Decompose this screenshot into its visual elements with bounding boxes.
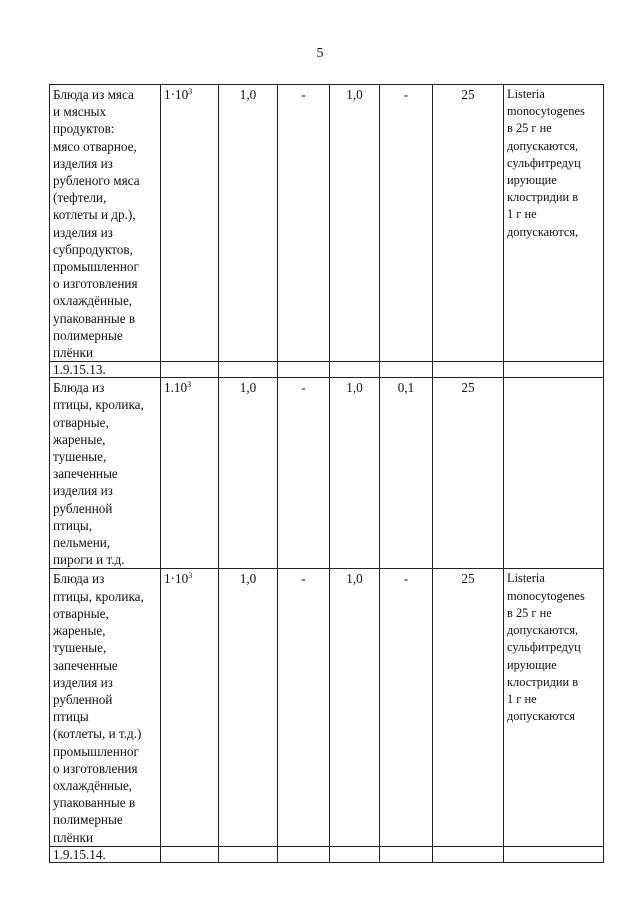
- note-cell: [504, 378, 604, 569]
- empty-cell: [161, 362, 219, 378]
- mafanm-base: 1·10: [164, 571, 189, 587]
- product-name-cell: Блюда из мяса и мясных продуктов: мясо отварное, изделия из рубленого мяса (тефтели, котлеты и др.), изделия из субпродуктов, промышленног о изготовления охлаждённые, упакованные в полимерные плёнки: [50, 85, 161, 362]
- proteus-cell: -: [380, 569, 433, 846]
- proteus-cell: -: [380, 85, 433, 362]
- e-coli-cell: -: [278, 85, 330, 362]
- empty-cell: [380, 846, 433, 862]
- empty-cell: [219, 846, 278, 862]
- table-row-code: [50, 846, 604, 862]
- mafanm-cell: [161, 378, 219, 569]
- s-aureus-cell: 1,0: [330, 378, 380, 569]
- salmonella-cell: 25: [433, 569, 504, 846]
- mafanm-base: 1·10: [164, 87, 189, 102]
- table-row: [50, 85, 604, 362]
- bgkp-cell: 1,0: [219, 378, 278, 569]
- product-name-cell: Блюда из птицы, кролика, отварные, жареные, тушеные, запеченные изделия из рубленной птицы (котлеты, и т.д.) промышленног о изготовления охлаждённые, упакованные в полимерные плёнки: [50, 569, 161, 846]
- empty-cell: [433, 846, 504, 862]
- note-cell: Listeria monocytogenes в 25 г не допускаются, сульфитредуц ирующие клостридии в 1 г не допускаются,: [504, 85, 604, 362]
- empty-cell: [330, 362, 380, 378]
- table-row: [50, 569, 604, 846]
- mafanm-cell: [161, 569, 219, 846]
- e-coli-cell: -: [278, 569, 330, 846]
- e-coli-cell: -: [278, 378, 330, 569]
- mafanm-base: 1.10: [164, 380, 188, 396]
- proteus-cell: 0,1: [380, 378, 433, 569]
- empty-cell: [433, 362, 504, 378]
- bgkp-cell: 1,0: [219, 85, 278, 362]
- empty-cell: [504, 846, 604, 862]
- product-name-cell: Блюда из птицы, кролика, отварные, жареные, тушеные, запеченные изделия из рубленной птицы, пельмени, пироги и т.д.: [50, 378, 161, 569]
- empty-cell: [161, 846, 219, 862]
- mafanm-exponent: 3: [188, 571, 193, 581]
- empty-cell: [330, 846, 380, 862]
- s-aureus-cell: 1,0: [330, 569, 380, 846]
- salmonella-cell: 25: [433, 378, 504, 569]
- note-cell: Listeria monocytogenes в 25 г не допускаются, сульфитредуц ирующие клостридии в 1 г не допускаются: [504, 569, 604, 846]
- empty-cell: [278, 846, 330, 862]
- item-code-cell: 1.9.15.14.: [50, 846, 161, 862]
- mafanm-cell: [161, 85, 219, 362]
- salmonella-cell: 25: [433, 85, 504, 362]
- s-aureus-cell: 1,0: [330, 85, 380, 362]
- mafanm-exponent: 3: [188, 87, 193, 96]
- empty-cell: [278, 362, 330, 378]
- empty-cell: [380, 362, 433, 378]
- item-code-cell: 1.9.15.13.: [50, 362, 161, 378]
- table-row: [50, 378, 604, 569]
- empty-cell: [504, 362, 604, 378]
- bgkp-cell: 1,0: [219, 569, 278, 846]
- page-number: 5: [316, 46, 324, 61]
- mafanm-exponent: 3: [187, 380, 192, 390]
- table-row-code: [50, 362, 604, 378]
- microbiology-norms-table: [49, 84, 604, 863]
- empty-cell: [219, 362, 278, 378]
